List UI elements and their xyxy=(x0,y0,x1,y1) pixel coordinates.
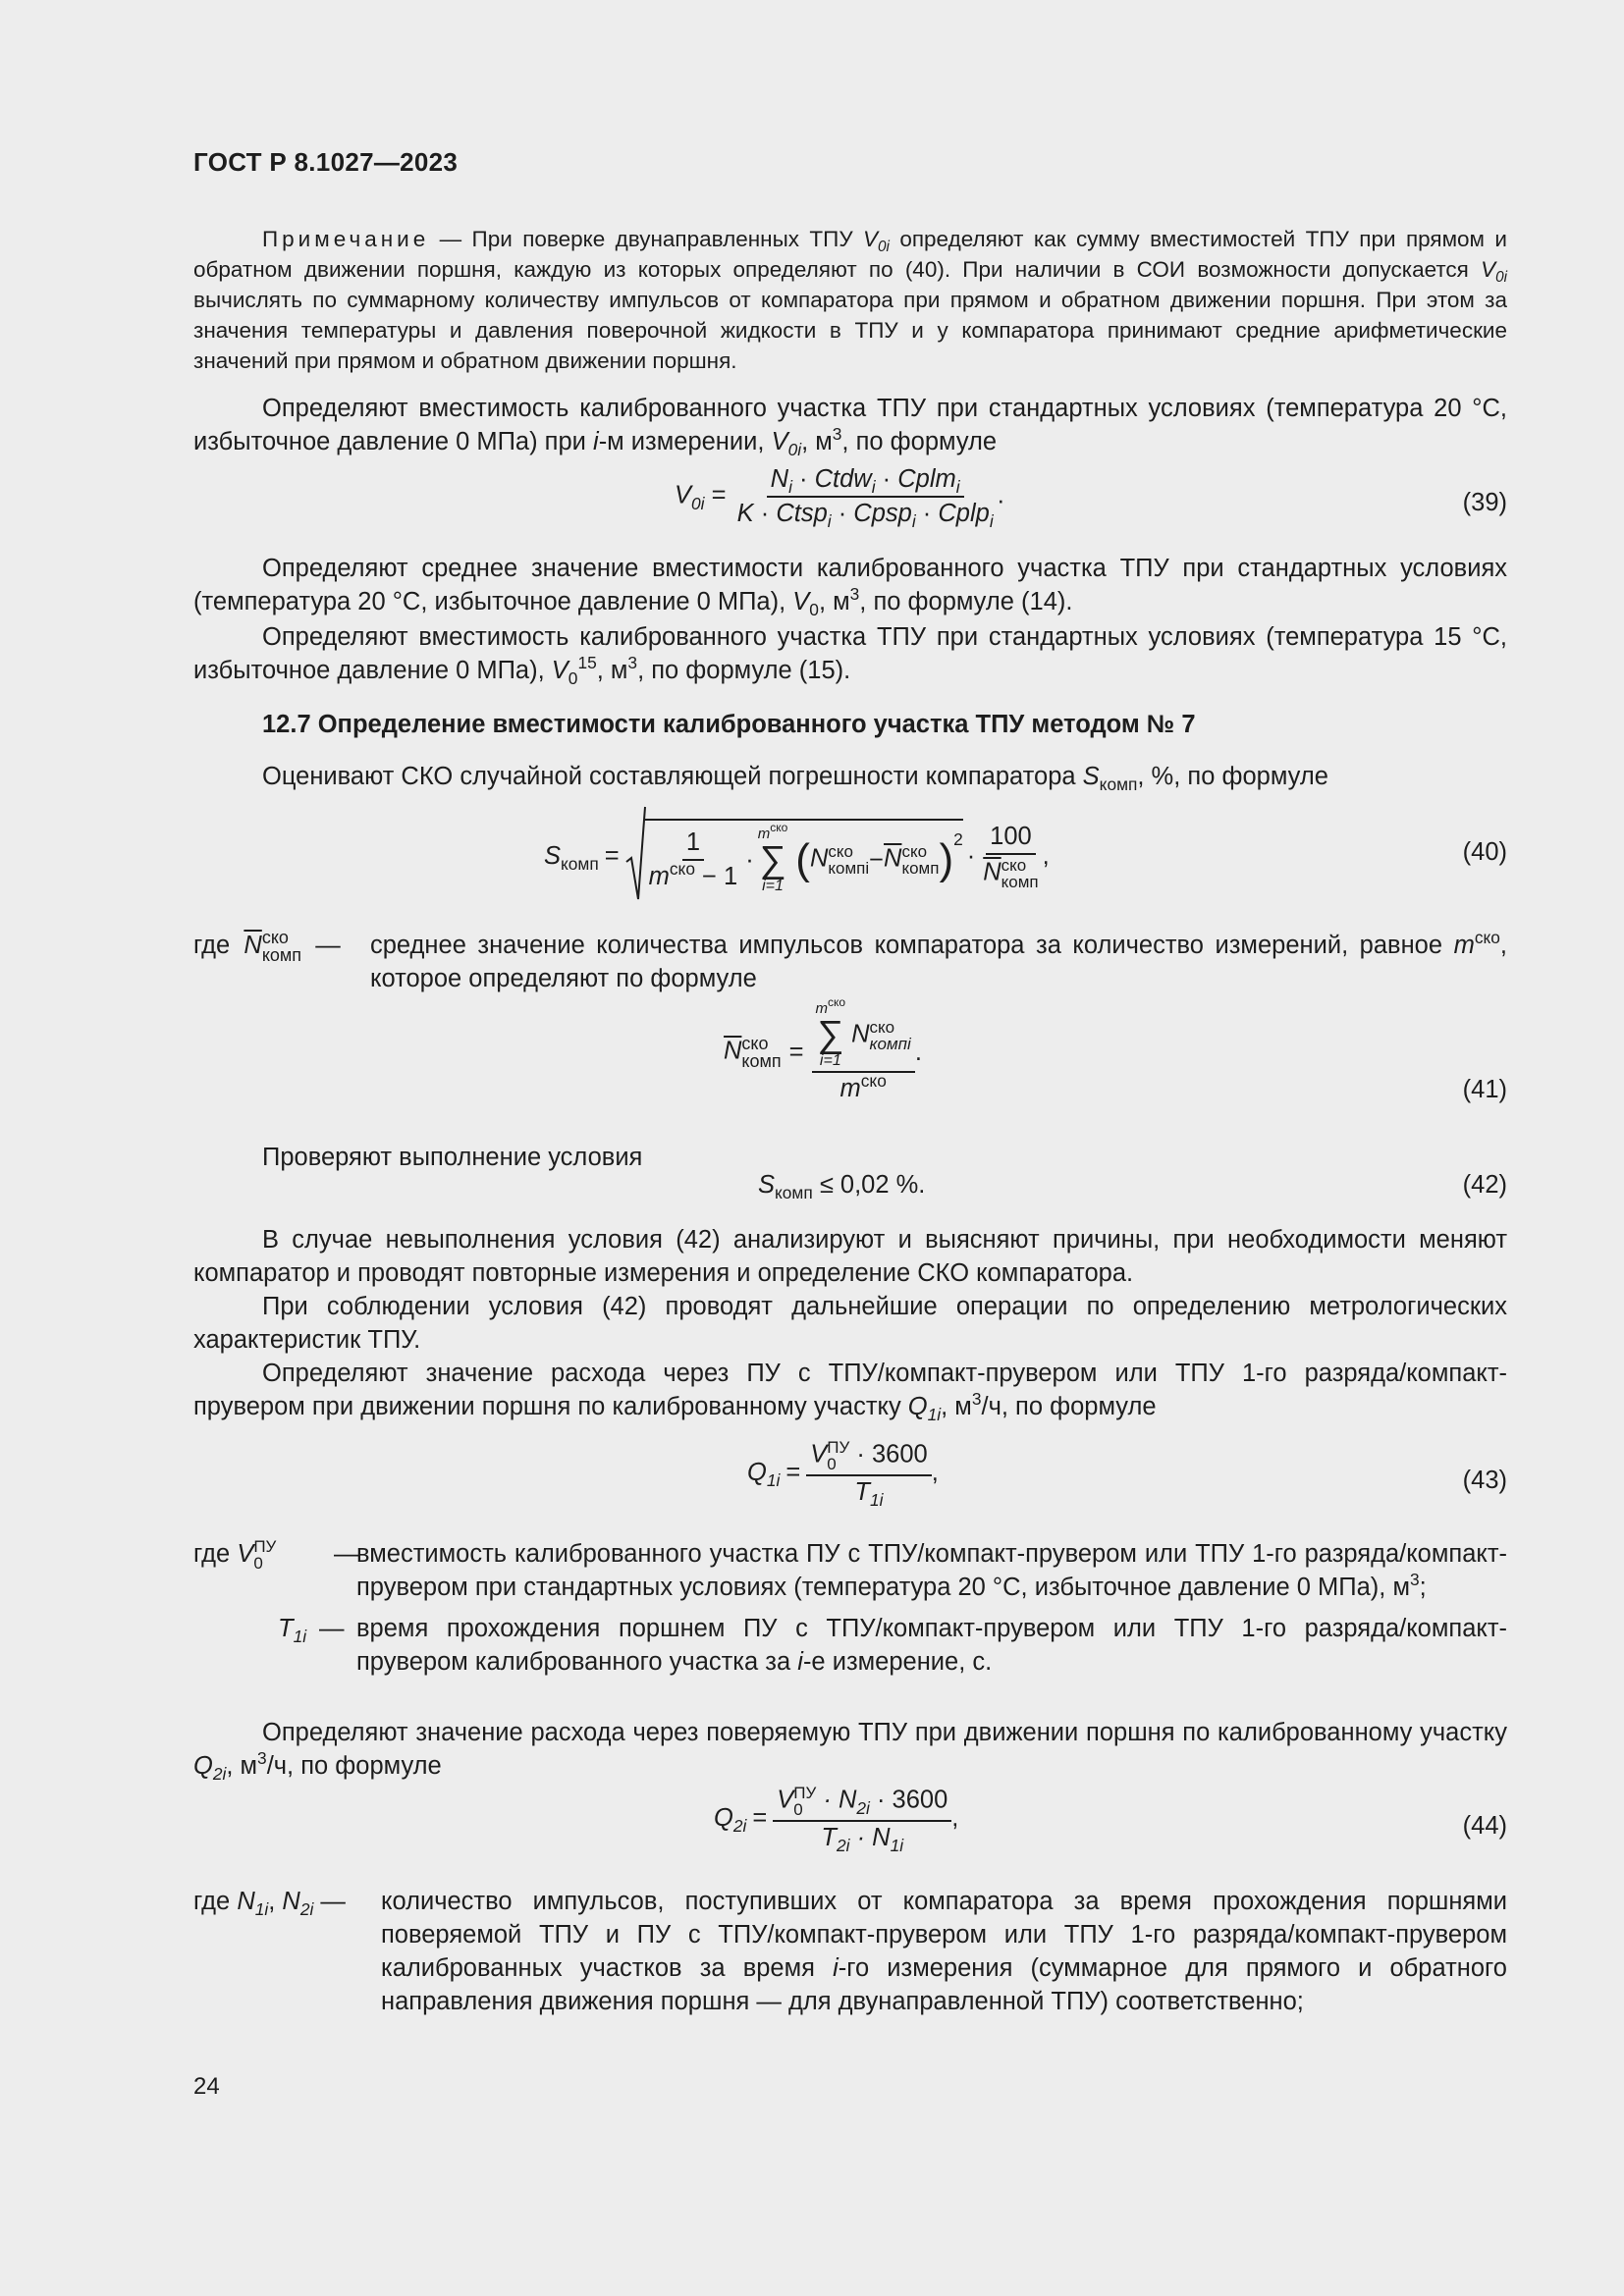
paragraph-text: При соблюдении условия (42) проводят дальнейшие операции по определению метрологических характеристик ТПУ. xyxy=(193,1293,1507,1354)
equation-43 xyxy=(193,1439,1507,1527)
formula-40: $S_{комп}$ = $\frac{1}{m^{ско} - 1}$ · $m^{ско}$ ∑ i=1 ( N ско компi − $\overline{N}$ ско комп ) $^2$ · 100 $\overline{N}$ ско комп , xyxy=(544,809,1050,903)
fraction: $\frac{1}{m^{ско} - 1}$ xyxy=(648,828,738,890)
formula-41: $\overline{N}$ ско комп = $m^{ско}$ ∑ i=1 N ско компi $m^{ско}$ . xyxy=(724,995,922,1102)
paragraph-text: Определяют значение расхода через поверяемую ТПУ при движении поршня по калиброванному участку $Q_{2i}$, $м^3/ч$, по формуле xyxy=(193,1719,1507,1785)
fraction: V ПУ 0 · 3600 $T_{1i}$ xyxy=(806,1439,931,1507)
definition-term: где $N_{1i}$, $N_{2i}$ — xyxy=(193,1888,346,1920)
equation-number: (42) xyxy=(1462,1171,1507,1199)
paragraph-text: Определяют значение расхода через ПУ с ТПУ/компакт-прувером или ТПУ 1-го разряда/компакт-прувером при движении поршня по калиброванному участку $Q_{1i}$, $м^3/ч$, по формуле xyxy=(193,1360,1507,1425)
definition-dash: — xyxy=(319,1615,345,1642)
paragraph-text: Оценивают СКО случайной составляющей погрешности компаратора $S_{комп}$, %, по формуле xyxy=(262,763,1328,795)
sqrt-content: $\frac{1}{m^{ско} - 1}$ · $m^{ско}$ ∑ i=1 ( N ско компi − $\overline{N}$ ско комп ) $^2$ xyxy=(645,819,963,894)
summation: $m^{ско}$ ∑ i=1 xyxy=(757,820,788,894)
paragraph-text: Определяют вместимость калиброванного участка ТПУ при стандартных условиях (температура 15 °С, избыточное давление 0 МПа), $V_0^{15}$, $м^3$, по формуле (15). xyxy=(193,623,1507,689)
definition-description: среднее значение количества импульсов компаратора за количество измерений, равное $m^{ско}$, которое определяют по формуле xyxy=(370,928,1507,992)
paragraph-q2i xyxy=(193,1716,1507,1783)
definition-description: время прохождения поршнем ПУ с ТПУ/компакт-прувером или ТПУ 1-го разряда/компакт-прувером калиброванного участка за i-е измерение, с. xyxy=(356,1615,1507,1676)
formula-42: $S_{комп} \le 0,02$ %. xyxy=(758,1171,926,1203)
sqrt-sign-icon xyxy=(625,805,647,903)
equation-number: (44) xyxy=(1462,1812,1507,1840)
formula-43: $Q_{1i}$ = V ПУ 0 · 3600 $T_{1i}$ , xyxy=(747,1438,939,1511)
paragraph-fail xyxy=(193,1223,1507,1290)
formula-44: $Q_{2i}$ = V ПУ 0 · $N_{2i} \cdot 3600$ $T_{2i} \cdot N_{1i}$ , xyxy=(714,1784,959,1856)
definition-description: количество импульсов, поступивших от компаратора за время прохождения поршнями поверяемой ТПУ и ПУ с ТПУ/компакт-прувером или ТПУ 1-го разряда/компакт-прувером калиброванных участков за время i-го измерения (суммарное для прямого и обратного направления движения поршня — для двунаправленной ТПУ) соответственно; xyxy=(381,1888,1507,2015)
definition-row xyxy=(193,929,1507,995)
fraction: $m^{ско}$ ∑ i=1 N ско компi $m^{ско}$ xyxy=(812,1001,915,1103)
equation-number: (40) xyxy=(1462,838,1507,866)
definition-row xyxy=(193,1537,1507,1604)
equation-41 xyxy=(193,995,1507,1134)
paragraph-v0i xyxy=(193,392,1507,458)
fraction: V ПУ 0 · $N_{2i} \cdot 3600$ $T_{2i} \cdot N_{1i}$ xyxy=(773,1785,951,1852)
fraction: 100 $\overline{N}$ ско комп xyxy=(983,822,1039,891)
paragraph-text: Проверяют выполнение условия xyxy=(262,1144,643,1171)
note-block xyxy=(193,224,1507,376)
section-heading xyxy=(193,711,1507,739)
equation-44 xyxy=(193,1785,1507,1873)
equation-number: (41) xyxy=(1462,1076,1507,1103)
definition-row xyxy=(193,1885,1507,2018)
equation-39 xyxy=(193,465,1507,544)
definitions-43 xyxy=(193,1537,1507,1679)
paragraph-v015 xyxy=(193,620,1507,687)
equation-number: (39) xyxy=(1462,489,1507,516)
definition-term: $T_{1i}$ xyxy=(278,1615,307,1647)
paragraph-v0 xyxy=(193,552,1507,618)
definition-term: где $\overline{N}$ ско комп — xyxy=(193,928,341,966)
equation-40 xyxy=(193,801,1507,909)
paragraph-text: Определяют вместимость калиброванного участка ТПУ при стандартных условиях (температура 20 °С, избыточное давление 0 МПа) при i-м измерении, $V_{0i}$, $м^3$, по формуле xyxy=(193,395,1507,460)
definition-dash: — xyxy=(334,1540,359,1568)
section-title: 12.7 Определение вместимости калиброванного участка ТПУ методом № 7 xyxy=(262,711,1196,738)
paragraph-text: Определяют среднее значение вместимости калиброванного участка ТПУ при стандартных условиях (температура 20 °С, избыточное давление 0 МПа), $V_0$, $м^3$, по формуле (14). xyxy=(193,555,1507,620)
formula-39: $V_{0i}$ = $\frac{N_i \cdot Ctdw_i \cdot Cplm_i}{K \cdot Ctsp_i \cdot Cpsp_i \cdot Cplp_i}$ . xyxy=(675,465,1004,532)
page-number: 24 xyxy=(193,2073,220,2100)
paragraph-skomp xyxy=(193,760,1507,793)
definition-description: вместимость калиброванного участка ПУ с ТПУ/компакт-прувером или ТПУ 1-го разряда/компакт-прувером при стандартных условиях (температура 20 °С, избыточное давление 0 МПа), $м^3$; xyxy=(356,1540,1507,1601)
fraction: $\frac{N_i \cdot Ctdw_i \cdot Cplm_i}{K \cdot Ctsp_i \cdot Cpsp_i \cdot Cplp_i}$ xyxy=(736,465,994,532)
definitions-44 xyxy=(193,1885,1507,2018)
note-paragraph: Примечание — При поверке двунаправленных ТПУ $V_{0i}$ определяют как сумму вместимостей ТПУ при прямом и обратном движении поршня, каждую из которых определяют по (40). При наличии в СОИ возможности допускается $V_{0i}$ вычислять по суммарному количеству импульсов от компаратора при прямом и обратном движении поршня. При этом за значения температуры и давления поверочной жидкости в ТПУ и у компаратора принимают средние арифметические значений при прямом и обратном движении поршня. xyxy=(193,227,1507,373)
definition-row xyxy=(193,1612,1507,1679)
definition-nbar xyxy=(193,929,1507,995)
paragraph-check xyxy=(193,1141,1507,1174)
note-label: Примечание xyxy=(262,227,430,251)
paragraph-ok xyxy=(193,1290,1507,1357)
paragraph-q1i xyxy=(193,1357,1507,1423)
paragraph-text: В случае невыполнения условия (42) анализируют и выясняют причины, при необходимости меняют компаратор и проводят повторные измерения и определение СКО компаратора. xyxy=(193,1226,1507,1287)
equation-number: (43) xyxy=(1462,1467,1507,1494)
definition-term: где V ПУ 0 xyxy=(193,1537,277,1574)
summation: $m^{ско}$ ∑ i=1 xyxy=(815,995,846,1069)
equation-42 xyxy=(193,1171,1507,1210)
document-header: ГОСТ Р 8.1027—2023 xyxy=(193,147,459,177)
